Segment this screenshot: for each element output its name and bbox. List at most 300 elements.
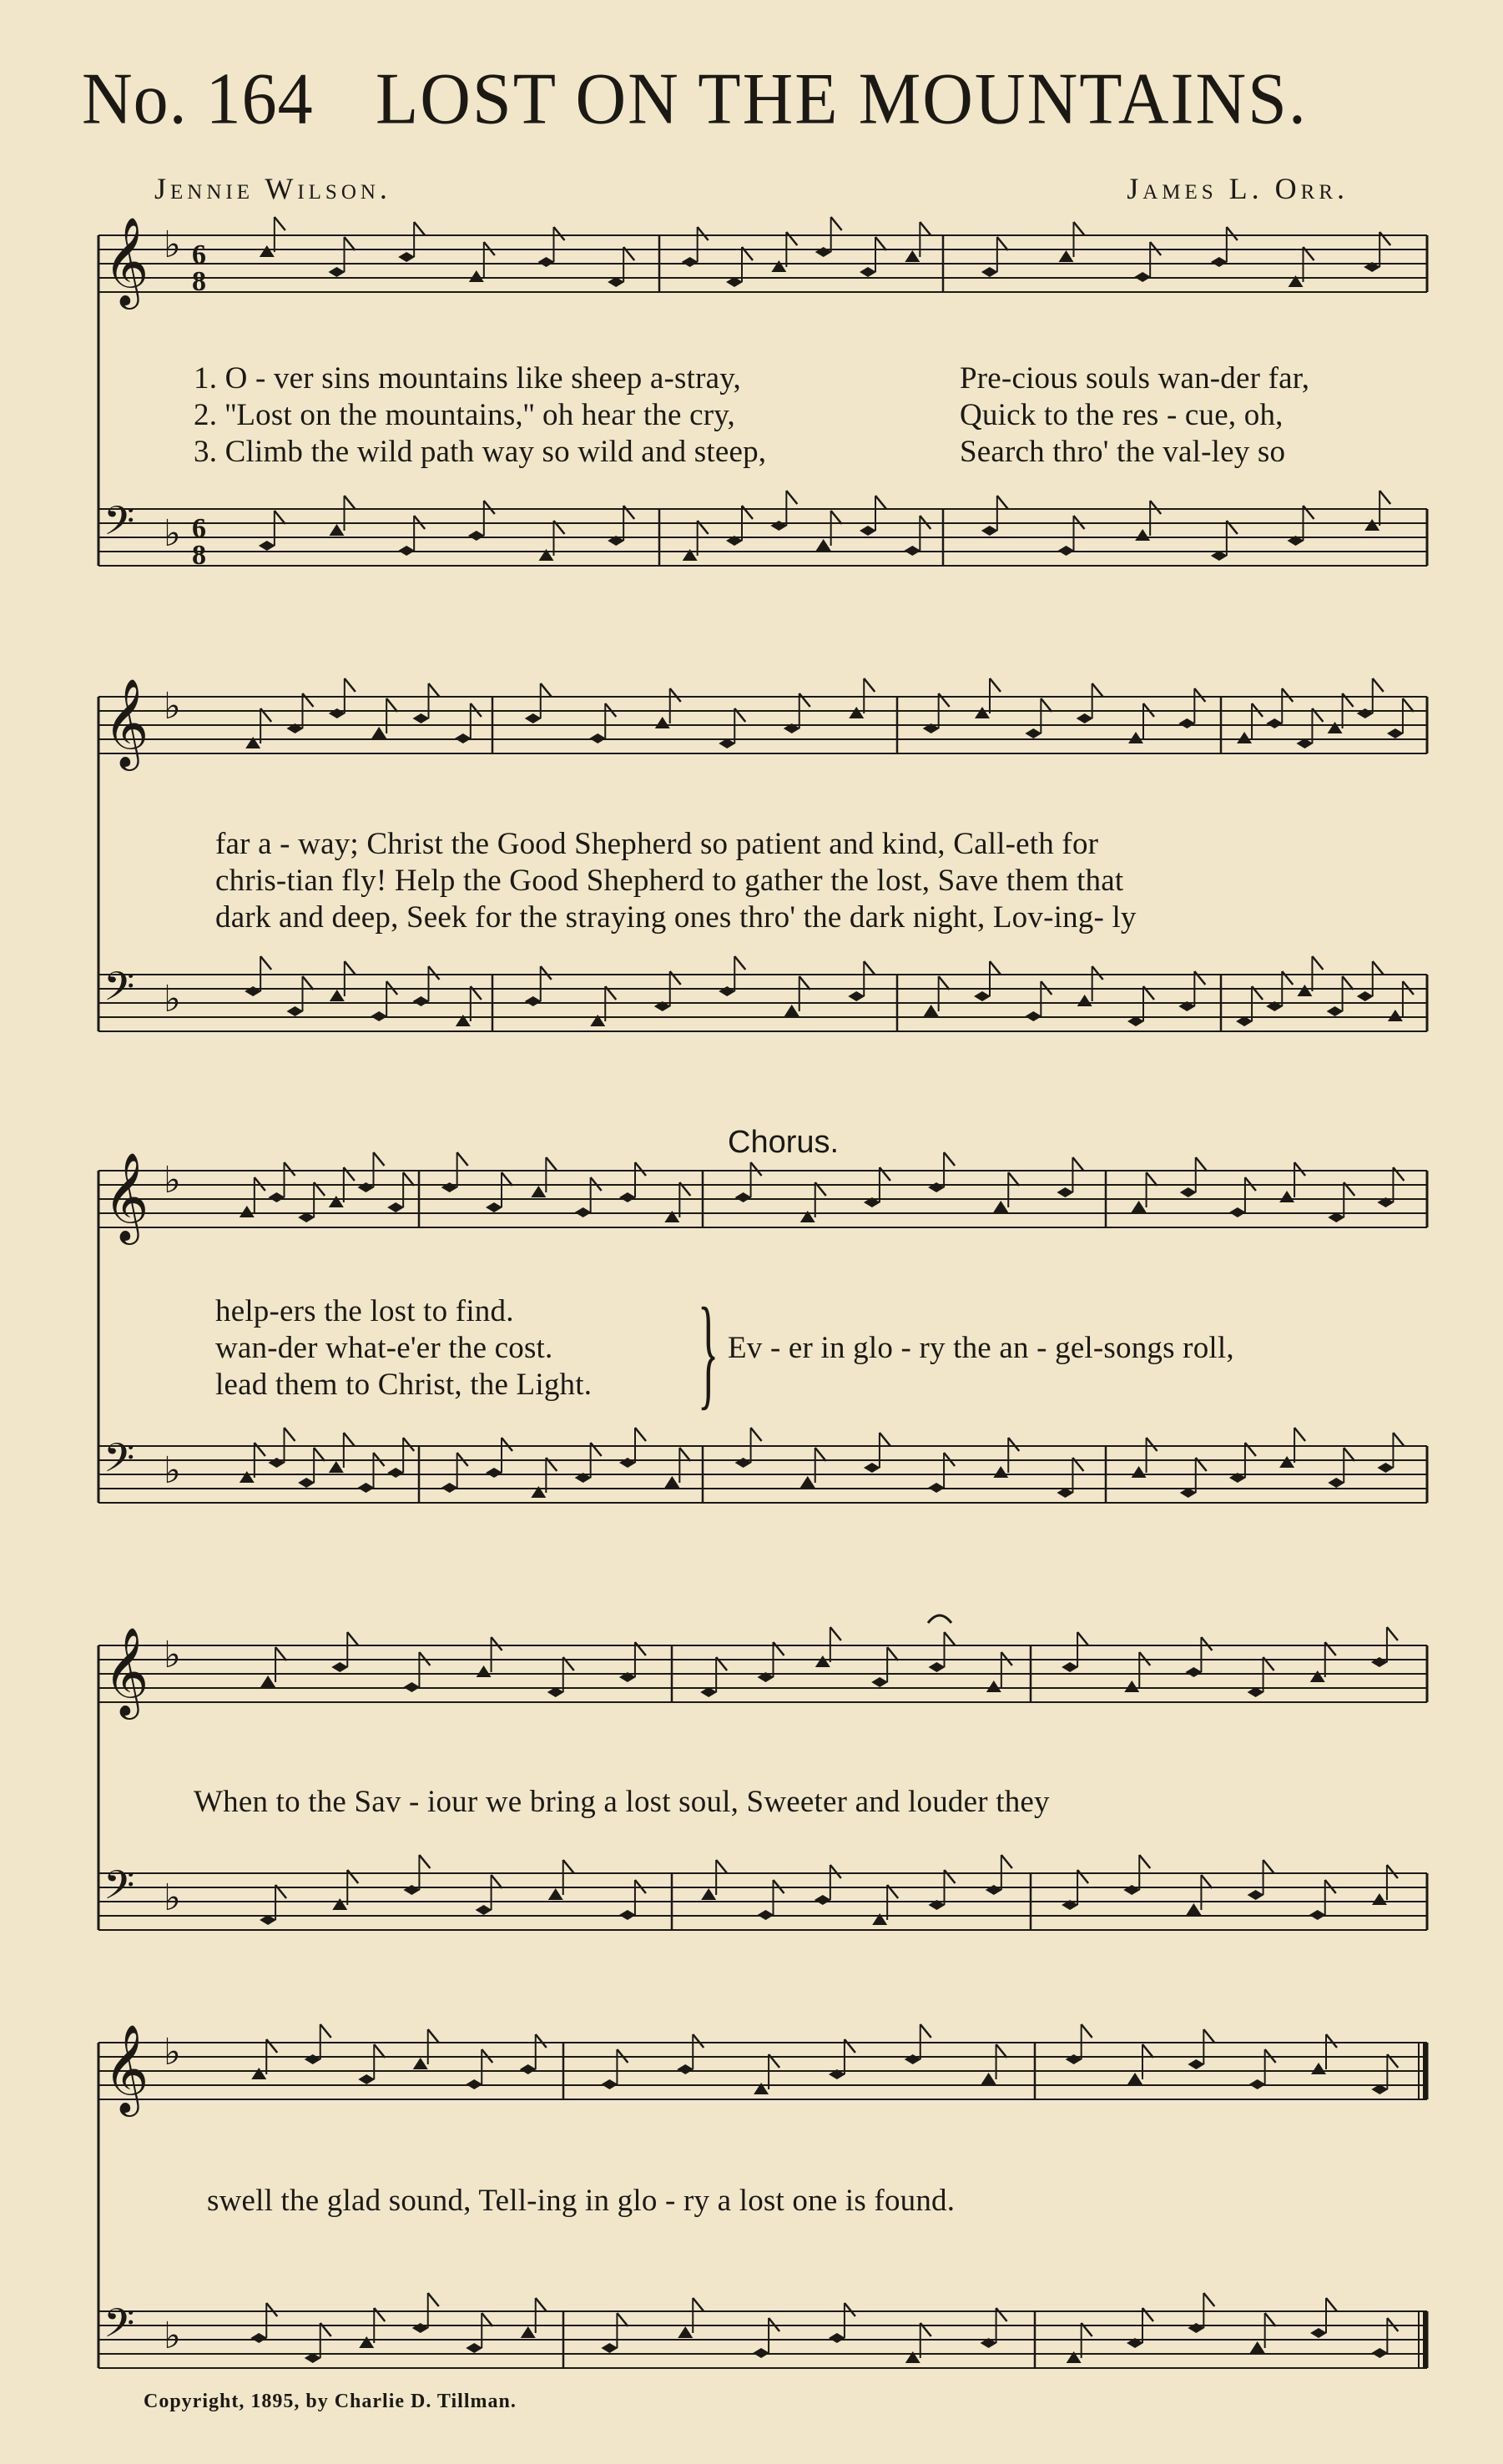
treble-note bbox=[619, 1192, 636, 1202]
treble-note-flag bbox=[1379, 232, 1390, 245]
bass-note-flag bbox=[1150, 501, 1161, 514]
treble-note-flag bbox=[1325, 1642, 1336, 1655]
treble-note bbox=[1211, 257, 1228, 267]
treble-note bbox=[1328, 722, 1343, 733]
bass-note-flag bbox=[1203, 2293, 1214, 2306]
bass-clef: 𝄢 bbox=[103, 2300, 135, 2356]
verse1-line1-part2: Pre-cious souls wan-der far, bbox=[960, 361, 1310, 396]
bass-note-flag bbox=[751, 1428, 762, 1441]
treble-note bbox=[260, 1675, 275, 1687]
treble-note bbox=[1132, 1201, 1147, 1212]
bass-note-flag bbox=[831, 511, 842, 524]
bass-note-flag bbox=[1008, 1438, 1019, 1451]
bass-note bbox=[1310, 2328, 1327, 2338]
treble-note bbox=[358, 1182, 375, 1192]
bass-note-flag bbox=[990, 961, 1001, 975]
bass-note-flag bbox=[1326, 2298, 1337, 2311]
bass-note-flag bbox=[945, 1870, 956, 1883]
treble-note bbox=[1057, 1187, 1073, 1197]
treble-note bbox=[655, 717, 670, 728]
bass-note bbox=[735, 1458, 752, 1468]
treble-note-flag bbox=[635, 1642, 646, 1655]
treble-note bbox=[466, 2079, 482, 2089]
verse2-line3: wan-der what-e'er the cost. bbox=[215, 1331, 553, 1365]
bass-note-flag bbox=[1139, 1855, 1150, 1868]
bass-note bbox=[1372, 1893, 1387, 1905]
bass-note bbox=[240, 1471, 255, 1483]
bass-note bbox=[250, 2333, 267, 2343]
treble-note-flag bbox=[536, 2034, 547, 2048]
treble-note-flag bbox=[830, 1627, 841, 1640]
treble-note bbox=[1266, 718, 1283, 728]
treble-note-flag bbox=[1077, 1632, 1088, 1645]
bass-note-flag bbox=[536, 2298, 547, 2311]
treble-note bbox=[358, 2074, 375, 2084]
treble-note bbox=[520, 2064, 537, 2074]
treble-note bbox=[815, 247, 832, 257]
bass-note bbox=[1123, 1885, 1140, 1895]
bass-note bbox=[678, 2326, 693, 2338]
bass-note bbox=[1058, 546, 1075, 556]
bass-note bbox=[1186, 1903, 1201, 1915]
treble-note-flag bbox=[920, 2024, 931, 2038]
bass-note-flag bbox=[1379, 491, 1390, 504]
treble-note-flag bbox=[1373, 678, 1384, 692]
bass-note-flag bbox=[815, 1448, 826, 1461]
treble-note bbox=[486, 1202, 502, 1212]
time-signature-bottom: 8 bbox=[192, 266, 206, 297]
verse3-line3: lead them to Christ, the Light. bbox=[215, 1368, 593, 1402]
treble-note bbox=[455, 733, 472, 743]
treble-note-flag bbox=[864, 678, 875, 692]
key-signature-flat: ♭ bbox=[164, 1877, 181, 1919]
treble-note bbox=[387, 1202, 404, 1212]
treble-note bbox=[1311, 2063, 1326, 2074]
treble-note bbox=[441, 1182, 458, 1192]
treble-note bbox=[260, 245, 275, 257]
bass-note bbox=[332, 1898, 347, 1910]
treble-note bbox=[1062, 1662, 1078, 1672]
treble-note bbox=[1134, 272, 1151, 282]
treble-note-flag bbox=[1203, 2029, 1214, 2043]
bass-note-flag bbox=[1304, 506, 1314, 519]
bass-note bbox=[1077, 995, 1092, 1006]
time-signature-top: 6 bbox=[192, 239, 206, 270]
key-signature-flat: ♭ bbox=[164, 1449, 181, 1492]
treble-note-flag bbox=[403, 1172, 414, 1186]
treble-note-flag bbox=[875, 237, 886, 250]
treble-note-flag bbox=[1074, 222, 1085, 235]
key-signature-flat: ♭ bbox=[164, 224, 181, 266]
bass-clef: 𝄢 bbox=[103, 497, 135, 554]
treble-note-flag bbox=[546, 1157, 557, 1171]
treble-note bbox=[1237, 732, 1252, 743]
treble-note bbox=[986, 1680, 1001, 1692]
treble-note-flag bbox=[541, 683, 552, 697]
key-signature-flat: ♭ bbox=[164, 1634, 181, 1676]
treble-note bbox=[413, 713, 430, 723]
fermata bbox=[928, 1615, 951, 1623]
bass-note bbox=[924, 1005, 939, 1016]
bass-note bbox=[1188, 2323, 1204, 2333]
treble-note bbox=[1310, 1670, 1325, 1682]
time-signature-top: 6 bbox=[192, 513, 206, 544]
treble-note-flag bbox=[635, 1162, 646, 1176]
verse1-line2: far a - way; Christ the Good Shepherd so patient and kind, Call-eth for bbox=[215, 827, 1099, 861]
bass-note-flag bbox=[482, 2313, 492, 2326]
bass-note bbox=[403, 1885, 420, 1895]
treble-note-flag bbox=[1282, 688, 1293, 702]
bass-note bbox=[466, 2343, 482, 2353]
treble-note bbox=[981, 267, 998, 277]
treble-note bbox=[677, 2064, 693, 2074]
treble-note-flag bbox=[1041, 698, 1052, 712]
bass-note-flag bbox=[1077, 1870, 1088, 1883]
treble-note bbox=[1077, 713, 1093, 723]
treble-note-flag bbox=[374, 1152, 385, 1166]
bass-note bbox=[298, 1478, 315, 1488]
treble-note-flag bbox=[831, 217, 842, 230]
treble-note bbox=[1185, 1667, 1202, 1677]
treble-note bbox=[860, 267, 876, 277]
treble-note-flag bbox=[554, 227, 565, 240]
bass-note-flag bbox=[419, 1855, 430, 1868]
copyright-notice: Copyright, 1895, by Charlie D. Tillman. bbox=[144, 2391, 517, 2412]
treble-note-flag bbox=[939, 693, 950, 707]
treble-note bbox=[1188, 2059, 1204, 2069]
bass-note bbox=[398, 546, 415, 556]
bass-note bbox=[1132, 1466, 1147, 1478]
treble-note-flag bbox=[1092, 683, 1103, 697]
bass-note bbox=[619, 1910, 636, 1920]
treble-note bbox=[1279, 1191, 1294, 1202]
verse-brace: } bbox=[698, 1282, 719, 1421]
bass-note bbox=[993, 1466, 1008, 1478]
treble-note-flag bbox=[1227, 227, 1238, 240]
treble-note-flag bbox=[492, 1637, 502, 1650]
treble-note-flag bbox=[266, 2039, 277, 2053]
treble-note-flag bbox=[1082, 2024, 1092, 2038]
bass-note bbox=[1364, 519, 1379, 531]
key-signature-flat: ♭ bbox=[164, 685, 181, 728]
treble-note bbox=[849, 707, 864, 718]
treble-note-flag bbox=[1196, 1157, 1207, 1171]
chorus-line2: When to the Sav - iour we bring a lost soul, Sweeter and louder they bbox=[194, 1785, 1050, 1819]
treble-note-flag bbox=[502, 1172, 512, 1186]
treble-note-flag bbox=[1194, 688, 1205, 702]
bass-note-flag bbox=[1373, 961, 1384, 975]
bass-note-flag bbox=[1393, 1433, 1404, 1446]
treble-note bbox=[975, 707, 990, 718]
treble-note-flag bbox=[799, 693, 810, 707]
treble-note-flag bbox=[320, 2024, 331, 2038]
treble-note-flag bbox=[1393, 1167, 1404, 1181]
treble-note-flag bbox=[1201, 1637, 1212, 1650]
bass-note bbox=[387, 1468, 404, 1478]
treble-note bbox=[1025, 728, 1042, 738]
bass-note-flag bbox=[285, 1428, 295, 1441]
bass-note bbox=[1250, 2341, 1265, 2353]
bass-note bbox=[245, 986, 261, 996]
treble-note-flag bbox=[1403, 698, 1414, 712]
treble-note-flag bbox=[1142, 2044, 1153, 2058]
bass-note bbox=[1388, 1010, 1403, 1021]
bass-note bbox=[1357, 991, 1374, 1001]
treble-note-flag bbox=[774, 1642, 784, 1655]
bass-note bbox=[1025, 1011, 1042, 1021]
bass-note bbox=[358, 1483, 375, 1493]
bass-note-flag bbox=[591, 1443, 602, 1456]
bass-note-flag bbox=[275, 511, 285, 524]
bass-note-flag bbox=[786, 491, 797, 504]
bass-note-flag bbox=[1245, 1443, 1256, 1456]
treble-note bbox=[398, 252, 415, 262]
bass-note-flag bbox=[830, 1865, 841, 1878]
treble-note bbox=[403, 1682, 420, 1692]
bass-note-flag bbox=[1387, 1865, 1398, 1878]
treble-note-flag bbox=[880, 1167, 890, 1181]
bass-note bbox=[521, 2326, 536, 2338]
treble-note-flag bbox=[1387, 1627, 1398, 1640]
bass-note bbox=[816, 539, 831, 551]
bass-note-flag bbox=[939, 976, 950, 990]
treble-note bbox=[1357, 708, 1374, 718]
bass-note bbox=[1248, 1890, 1264, 1900]
treble-note bbox=[1059, 250, 1074, 262]
bass-note-flag bbox=[1001, 1855, 1012, 1868]
bass-note bbox=[1371, 2348, 1388, 2358]
chorus-line1: Ev - er in glo - ry the an - gel-songs roll, bbox=[728, 1331, 1234, 1365]
bass-note-flag bbox=[1294, 1428, 1305, 1441]
treble-note-flag bbox=[845, 2039, 855, 2053]
bass-note bbox=[601, 2343, 618, 2353]
treble-note bbox=[1371, 1657, 1388, 1667]
bass-note-flag bbox=[1282, 971, 1293, 985]
bass-note-flag bbox=[303, 976, 314, 990]
treble-note bbox=[329, 708, 345, 718]
chorus-label: Chorus. bbox=[728, 1125, 840, 1160]
bass-note-flag bbox=[742, 506, 753, 519]
bass-note-flag bbox=[492, 1875, 502, 1888]
bass-note bbox=[928, 1483, 945, 1493]
bass-note bbox=[330, 990, 345, 1001]
bass-clef: 𝄢 bbox=[103, 1862, 135, 1918]
treble-note-flag bbox=[751, 1162, 762, 1176]
bass-note bbox=[758, 1910, 774, 1920]
time-signature-bottom: 8 bbox=[192, 540, 206, 571]
bass-note-flag bbox=[403, 1438, 414, 1451]
bass-note-flag bbox=[1142, 2308, 1153, 2321]
composer-credit: James L. Orr. bbox=[1127, 172, 1349, 205]
treble-note-flag bbox=[414, 222, 425, 235]
treble-note bbox=[1124, 1680, 1139, 1692]
bass-note-flag bbox=[429, 966, 440, 980]
verse1-line3: help-ers the lost to find. bbox=[215, 1294, 514, 1328]
bass-note bbox=[770, 521, 787, 531]
treble-note bbox=[240, 1206, 255, 1217]
verse2-line1-part2: Quick to the res - cue, oh, bbox=[960, 398, 1284, 432]
bass-note bbox=[269, 1458, 285, 1468]
treble-note-flag bbox=[347, 1632, 358, 1645]
treble-note-flag bbox=[429, 683, 440, 697]
bass-note-flag bbox=[997, 496, 1008, 509]
bass-note-flag bbox=[1092, 966, 1103, 980]
bass-clef: 𝄢 bbox=[103, 1434, 135, 1491]
bass-note-flag bbox=[260, 956, 271, 970]
bass-note-flag bbox=[255, 1443, 265, 1456]
bass-note bbox=[981, 526, 998, 536]
key-signature-flat: ♭ bbox=[164, 978, 181, 1020]
treble-note bbox=[929, 1662, 946, 1672]
bass-note-flag bbox=[875, 496, 886, 509]
treble-note bbox=[269, 1192, 285, 1202]
bass-note-flag bbox=[541, 966, 552, 980]
bass-note-flag bbox=[617, 2313, 628, 2326]
treble-note-flag bbox=[275, 217, 285, 230]
bass-note bbox=[525, 996, 542, 1006]
treble-note bbox=[1127, 2073, 1142, 2084]
treble-note-flag bbox=[1072, 1157, 1083, 1171]
treble-note-flag bbox=[920, 222, 931, 235]
bass-note-flag bbox=[635, 1428, 646, 1441]
treble-note-flag bbox=[997, 237, 1008, 250]
treble-note-flag bbox=[698, 227, 709, 240]
treble-note-flag bbox=[285, 1162, 295, 1176]
bass-note-flag bbox=[345, 496, 356, 509]
treble-note bbox=[575, 1207, 592, 1217]
treble-note-flag bbox=[428, 2029, 439, 2043]
treble-note bbox=[735, 1192, 752, 1202]
treble-note-flag bbox=[887, 1647, 898, 1660]
treble-note bbox=[682, 257, 699, 267]
treble-note bbox=[1178, 718, 1195, 728]
bass-note-flag bbox=[734, 956, 745, 970]
bass-note bbox=[864, 1463, 880, 1473]
verse2-line2: chris-tian fly! Help the Good Shepherd to gather the lost, Save them that bbox=[215, 864, 1124, 898]
bass-note-flag bbox=[864, 961, 875, 975]
treble-note bbox=[477, 1665, 492, 1677]
treble-note-flag bbox=[303, 693, 314, 707]
treble-note-flag bbox=[275, 1647, 286, 1660]
bass-note-flag bbox=[880, 1433, 890, 1446]
bass-note bbox=[1328, 1478, 1344, 1488]
bass-note-flag bbox=[1343, 976, 1354, 990]
bass-note bbox=[259, 541, 275, 551]
bass-note-flag bbox=[623, 506, 634, 519]
bass-note-flag bbox=[344, 1433, 355, 1446]
treble-note bbox=[251, 2068, 266, 2079]
treble-note-flag bbox=[1343, 693, 1354, 707]
treble-note-flag bbox=[345, 678, 356, 692]
bass-note-flag bbox=[1265, 2313, 1276, 2326]
treble-note-flag bbox=[670, 688, 681, 702]
bass-note bbox=[371, 1011, 387, 1021]
bass-note-flag bbox=[428, 2293, 439, 2306]
bass-note bbox=[1297, 985, 1312, 996]
bass-note bbox=[860, 526, 876, 536]
bass-note bbox=[1377, 1463, 1394, 1473]
bass-note-flag bbox=[502, 1438, 512, 1451]
treble-note-flag bbox=[374, 2044, 385, 2058]
bass-note bbox=[476, 1905, 492, 1915]
verse1-line1-part1: 1. O - ver sins mountains like sheep a-stray, bbox=[194, 361, 742, 396]
bass-note bbox=[468, 531, 485, 541]
bass-note-flag bbox=[996, 2308, 1007, 2321]
treble-note-flag bbox=[945, 1632, 956, 1645]
treble-note bbox=[329, 267, 345, 277]
treble-note bbox=[815, 1655, 830, 1667]
key-signature-flat: ♭ bbox=[164, 512, 181, 555]
bass-note bbox=[329, 1461, 344, 1473]
bass-note-flag bbox=[716, 1860, 727, 1873]
bass-note bbox=[986, 1885, 1002, 1895]
treble-note-flag bbox=[944, 1152, 955, 1166]
treble-note bbox=[589, 733, 606, 743]
treble-note bbox=[928, 1182, 945, 1192]
bass-note bbox=[1135, 529, 1150, 541]
treble-note-flag bbox=[1294, 1162, 1305, 1176]
treble-note bbox=[905, 250, 920, 262]
treble-note bbox=[305, 2054, 321, 2064]
bass-note-flag bbox=[1194, 971, 1205, 985]
bass-note-flag bbox=[345, 961, 356, 975]
bass-note bbox=[664, 1476, 679, 1488]
treble-note-flag bbox=[1008, 1172, 1019, 1186]
treble-note-flag bbox=[786, 232, 797, 245]
bass-note-flag bbox=[563, 1860, 574, 1873]
treble-clef: 𝄞 bbox=[103, 678, 149, 767]
bass-note bbox=[330, 524, 345, 536]
treble-note bbox=[601, 2079, 618, 2089]
bass-note bbox=[441, 1483, 458, 1493]
bass-note-flag bbox=[1147, 1438, 1158, 1451]
bass-note bbox=[413, 996, 430, 1006]
bass-note bbox=[719, 986, 735, 996]
bass-note bbox=[412, 2323, 429, 2333]
bass-note bbox=[904, 546, 920, 556]
treble-note-flag bbox=[457, 1152, 468, 1166]
treble-note bbox=[981, 2073, 996, 2084]
treble-clef: 𝄞 bbox=[103, 1626, 149, 1716]
treble-note bbox=[1387, 728, 1404, 738]
treble-note-flag bbox=[386, 698, 397, 712]
treble-note-flag bbox=[990, 678, 1001, 692]
treble-note-flag bbox=[345, 237, 356, 250]
bass-note-flag bbox=[1312, 956, 1323, 970]
treble-note bbox=[1066, 2054, 1082, 2064]
bass-note-flag bbox=[670, 971, 681, 985]
treble-note bbox=[771, 260, 786, 272]
bass-note bbox=[359, 2336, 374, 2348]
bass-note-flag bbox=[314, 1448, 325, 1461]
treble-note-flag bbox=[996, 2044, 1007, 2058]
bass-note-flag bbox=[679, 1448, 690, 1461]
bass-note-flag bbox=[799, 976, 810, 990]
verse3-line2: dark and deep, Seek for the straying ones thro' the dark night, Lov-ing- ly bbox=[215, 900, 1137, 935]
bass-note bbox=[486, 1468, 502, 1478]
treble-note bbox=[1249, 2079, 1266, 2089]
treble-clef: 𝄞 bbox=[103, 1151, 149, 1241]
treble-note bbox=[469, 270, 484, 282]
key-signature-flat: ♭ bbox=[164, 2315, 181, 2357]
treble-note bbox=[1128, 732, 1143, 743]
bass-note bbox=[619, 1458, 636, 1468]
treble-note-flag bbox=[344, 1167, 355, 1181]
bass-note bbox=[548, 1888, 563, 1900]
bass-note bbox=[784, 1005, 799, 1016]
treble-note bbox=[1229, 1207, 1246, 1217]
bass-note bbox=[800, 1476, 815, 1488]
